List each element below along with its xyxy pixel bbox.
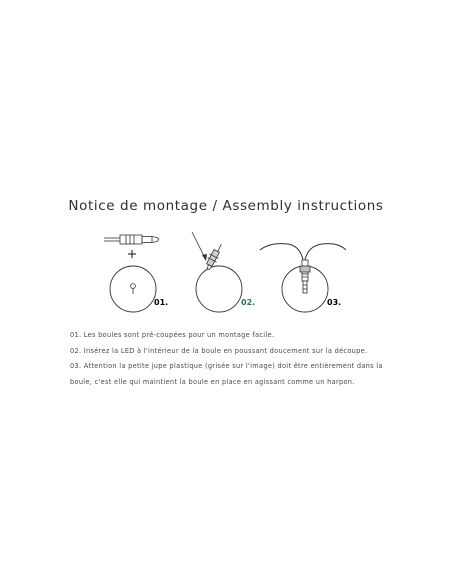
led-component-icon — [104, 235, 159, 244]
ball-icon — [196, 266, 242, 312]
instructions-text — [70, 328, 390, 390]
precut-hole-icon — [131, 284, 136, 294]
led-installed-icon — [300, 260, 310, 293]
assembly-illustrations — [0, 222, 452, 318]
step-2-illustration — [192, 232, 255, 312]
step-3-illustration — [260, 244, 346, 312]
step-1-illustration — [104, 235, 168, 312]
page-title: Notice de montage / Assembly instructions — [68, 198, 384, 214]
wire-icon — [260, 244, 346, 260]
insert-arrow-icon — [192, 232, 205, 258]
step-1-label: 01. — [154, 298, 169, 307]
instruction-step-3-continued: boule, c'est elle qui maintient la boule en place en agissant comme un harpon. — [70, 377, 355, 386]
step-2-label: 02. — [241, 298, 256, 307]
instruction-step-3: 03. Attention la petite jupe plastique (grisée sur l'image) doit être entièrement dans la — [70, 362, 383, 370]
plus-icon — [128, 250, 136, 258]
instruction-step-1: 01. Les boules sont pré-coupées pour un montage facile. — [70, 331, 275, 339]
step-3-label: 03. — [327, 298, 342, 307]
instruction-step-2: 02. Insérez la LED à l'intérieur de la boule en poussant doucement sur la découpe. — [70, 346, 368, 355]
